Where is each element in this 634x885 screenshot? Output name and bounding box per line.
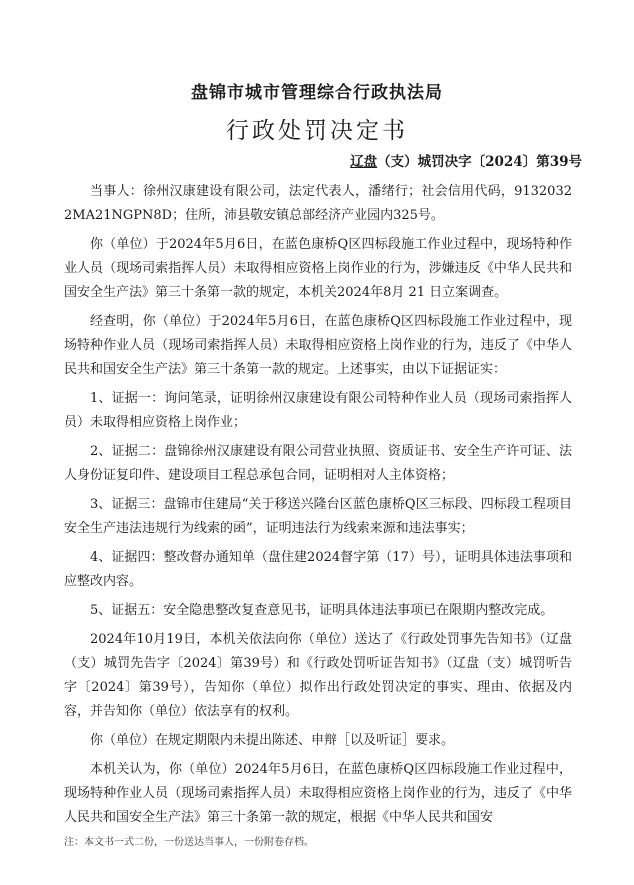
evidence-item: 1、证据一：询问笔录，证明徐州汉康建设有限公司特种作业人员（现场司索指挥人员）未取得相应资格上岗作业； <box>64 391 572 430</box>
evidence-item: 5、证据五：安全隐患整改复查意见书，证明具体违法事项已在限期内整改完成。 <box>90 603 554 618</box>
findings-paragraph: 经查明，你（单位）于2024年5月6日，在蓝色康桥Q区四标段施工作业过程中，现场特种作业人员（现场司索指挥人员）未取得相应资格上岗作业的行为，违反了《中华人民共和国安全生产法》第三十条第一款的规定。上述事实，由以下证据证实： <box>64 314 572 377</box>
evidence-item: 3、证据三：盘锦市住建局“关于移送兴隆台区蓝色康桥Q区三标段、四标段工程项目安全生产违法违规行为线索的函”，证明违法行为线索来源和违法事实； <box>64 497 572 536</box>
evidence-item: 2、证据二：盘锦徐州汉康建设有限公司营业执照、资质证书、安全生产许可证、法人身份证复印件、建设项目工程总承包合同，证明相对人主体资格； <box>64 444 572 483</box>
document-number <box>350 150 582 170</box>
evidence-item: 4、证据四：整改督办通知单（盘住建2024督字第（17）号），证明具体违法事项和应整改内容。 <box>64 550 572 589</box>
party-paragraph: 当事人：徐州汉康建设有限公司，法定代表人，潘绪行；社会信用代码，91320322MA21NGPN8D；住所，沛县敬安镇总部经济产业园内325号。 <box>64 184 572 223</box>
conclusion-paragraph: 本机关认为，你（单位）2024年5月6日，在蓝色康桥Q区四标段施工作业过程中，现场特种作业人员（现场司索指挥人员）未取得相应资格上岗作业的行为，违反了《中华人民共和国安全生产法》第三十条第一款的规定，根据《中华人民共和国安 <box>64 762 572 825</box>
document-title: 行政处罚决定书 <box>226 118 408 144</box>
document-number-prefix: 辽盘 <box>350 154 378 170</box>
notice-paragraph: 2024年10月19日，本机关依法向你（单位）送达了《行政处罚事先告知书》（辽盘（支）城罚先告字〔2024〕第39号）和《行政处罚听证告知书》（辽盘（支）城罚听告字〔2024〕第39号），告知你（单位）拟作出行政处罚决定的事实、理由、依据及内容，并告知你（单位）依法享有的权利。 <box>64 632 572 719</box>
document-number-rest: （支）城罚决字〔2024〕第39号 <box>377 154 582 170</box>
no-statement-paragraph: 你（单位）在规定期限内未提出陈述、申辩［以及听证］要求。 <box>90 733 455 748</box>
facts-paragraph: 你（单位）于2024年5月6日，在蓝色康桥Q区四标段施工作业过程中，现场特种作业人员（现场司索指挥人员）未取得相应资格上岗作业的行为，涉嫌违反《中华人民共和国安全生产法》第三十条第一款的规定，本机关2024年8月 21 日立案调查。 <box>64 237 572 300</box>
issuing-authority: 盘锦市城市管理综合行政执法局 <box>191 83 443 103</box>
footnote: 注：本文书一式二份，一份送达当事人，一份附卷存档。 <box>64 837 314 848</box>
document-body <box>64 180 572 835</box>
